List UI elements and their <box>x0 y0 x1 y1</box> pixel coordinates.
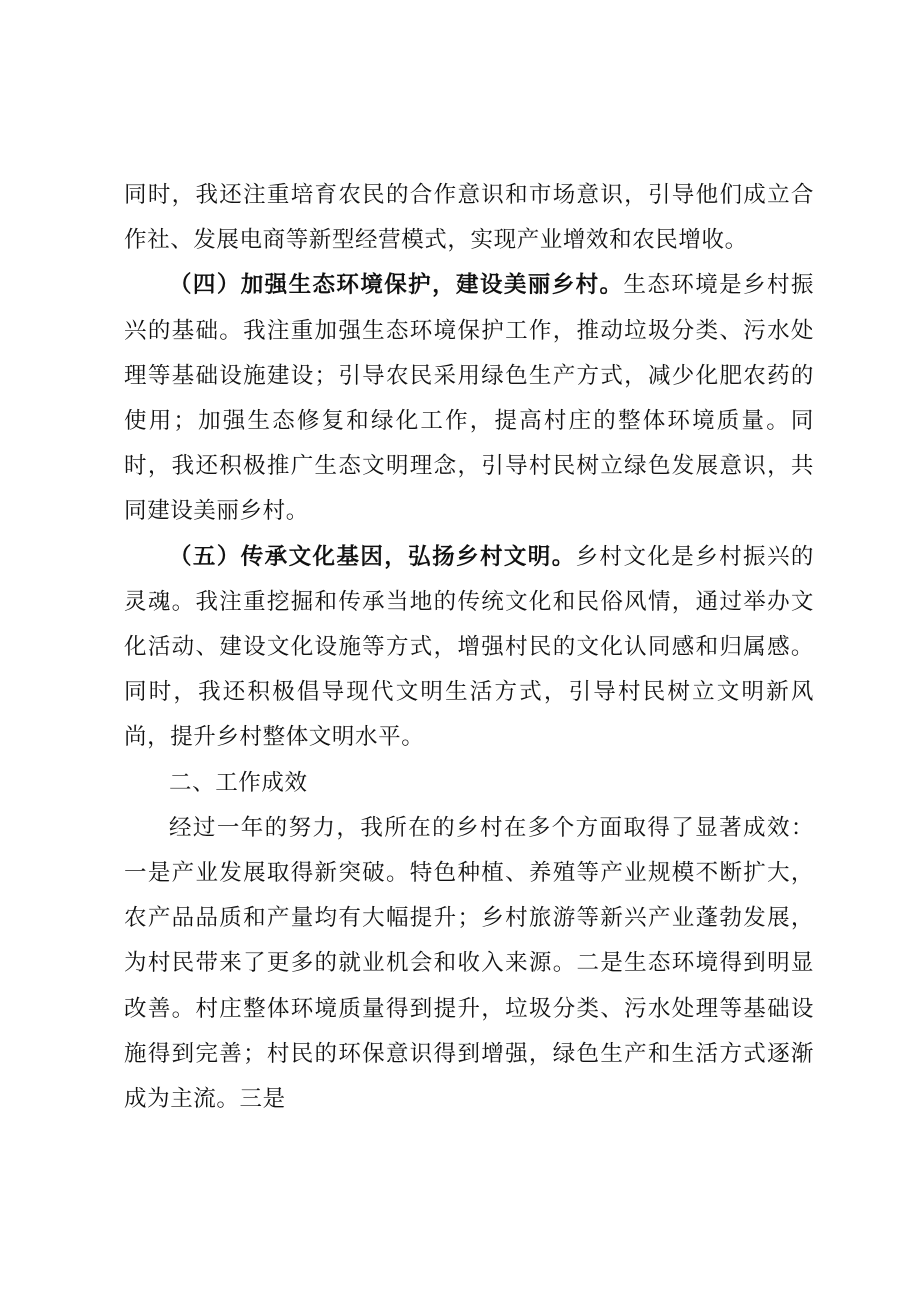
paragraph-results <box>124 806 814 1122</box>
paragraph-ecology <box>124 263 814 534</box>
paragraph-heading-ecology: （四）加强生态环境保护，建设美丽乡村。 <box>169 272 624 299</box>
paragraph-text: 生态环境是乡村振兴的基础。我注重加强生态环境保护工作，推动垃圾分类、污水处理等基础设施建设；引导农民采用绿色生产方式，减少化肥农药的使用；加强生态修复和绿化工作，提高村庄的整体环境质量。同时，我还积极推广生态文明理念，引导村民树立绿色发展意识，共同建设美丽乡村。 <box>124 272 814 525</box>
paragraph-text: 经过一年的努力，我所在的乡村在多个方面取得了显著成效：一是产业发展取得新突破。特色种植、养殖等产业规模不断扩大，农产品品质和产量均有大幅提升；乡村旅游等新兴产业蓬勃发展，为村民带来了更多的就业机会和收入来源。二是生态环境得到明显改善。村庄整体环境质量得到提升，垃圾分类、污水处理等基础设施得到完善；村民的环保意识得到增强，绿色生产和生活方式逐渐成为主流。三是 <box>124 814 814 1113</box>
paragraph-text: 乡村文化是乡村振兴的灵魂。我注重挖掘和传承当地的传统文化和民俗风情，通过举办文化活动、建设文化设施等方式，增强村民的文化认同感和归属感。同时，我还积极倡导现代文明生活方式，引导村民树立文明新风尚，提升乡村整体文明水平。 <box>124 543 814 751</box>
section-title-work-results: 二、工作成效 <box>169 769 308 796</box>
paragraph-cooperation <box>124 173 814 263</box>
paragraph-text: 同时，我还注重培育农民的合作意识和市场意识，引导他们成立合作社、发展电商等新型经营模式，实现产业增效和农民增收。 <box>124 182 814 254</box>
paragraph-culture <box>124 535 814 761</box>
document-body <box>124 173 814 1122</box>
paragraph-heading-culture: （五）传承文化基因，弘扬乡村文明。 <box>169 543 576 570</box>
